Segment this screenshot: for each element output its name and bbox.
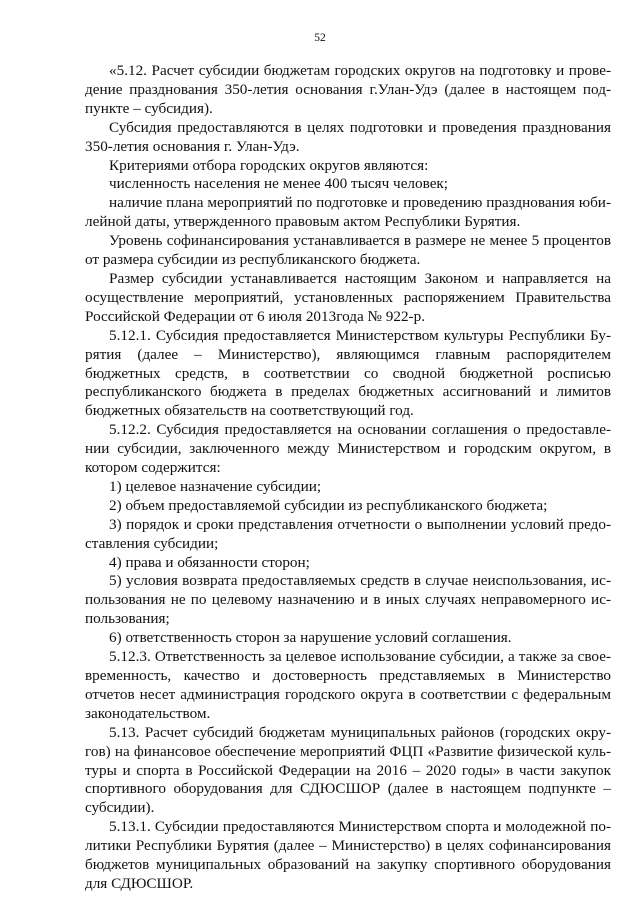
paragraph-5-12-1: 5.12.1. Субсидия предоставляется Министерством культуры Республики Бурятия (далее – Министерство), являющимся главным распорядителем бюджетных средств, в соответствии со сводной бюджетной росписью республиканского бюджета в пределах бюджетных ассигнований и лимитов бюджетных обязательств на соответствующий год.	[85, 326, 611, 420]
list-item-1: 1) целевое назначение субсидии;	[109, 477, 322, 495]
paragraph-5-12-intro: «5.12. Расчет субсидии бюджетам городских округов на подготовку и проведение празднования 350-летия основания г.Улан-Удэ (далее в настоящем подпункте – субсидия).	[85, 62, 611, 117]
paragraph-criterion-plan: наличие плана мероприятий по подготовке и проведению празднования юбилейной даты, утвержденного правовым актом Республики Бурятия.	[85, 194, 611, 231]
paragraph-subsidy-size: Размер субсидии устанавливается настоящим Законом и направляется на осуществление мероприятий, установленных распоряжением Правительства Российской Федерации от 6 июля 2013года № 922-р.	[85, 269, 611, 325]
paragraph-5-13: 5.13. Расчет субсидий бюджетам муниципальных районов (городских округов) на финансовое обеспечение мероприятий ФЦП «Развитие физической культуры и спорта в Российской Федерации на 2016 – 2020 годы» в части закупок спортивного оборудования для СДЮСШОР (далее в настоящем подпункте – субсидии).	[85, 723, 611, 817]
list-item-3: 3) порядок и сроки представления отчетности о выполнении условий предоставления субсидии;	[85, 515, 611, 552]
list-item-5: 5) условия возврата предоставляемых средств в случае неиспользования, использования не по целевому назначению и в иных случаях неправомерного использования;	[85, 572, 611, 628]
paragraph-cofinancing-level: Уровень софинансирования устанавливается в размере не менее 5 процентов от размера субсидии из республиканского бюджета.	[85, 232, 611, 269]
paragraph-selection-criteria: Критериями отбора городских округов являются:	[109, 156, 429, 174]
page-number: 52	[314, 32, 326, 44]
list-item-4: 4) права и обязанности сторон;	[109, 553, 310, 571]
paragraph-5-13-1: 5.13.1. Субсидии предоставляются Министерством спорта и молодежной политики Республики Бурятия (далее – Министерство) в целях софинансирования бюджетов муниципальных образований на закупку спортивного оборудования для СДЮСШОР.	[85, 818, 611, 892]
paragraph-subsidy-purpose: Субсидия предоставляются в целях подготовки и проведения празднования 350-летия основания г. Улан-Удэ.	[85, 118, 611, 155]
paragraph-criterion-population: численность населения не менее 400 тысяч человек;	[109, 175, 449, 193]
list-item-2: 2) объем предоставляемой субсидии из республиканского бюджета;	[109, 496, 548, 514]
paragraph-5-12-3: 5.12.3. Ответственность за целевое использование субсидии, а также за своевременность, качество и достоверность представляемых в Министерство отчетов несет администрация городского округа в соответствии с федеральным законодательством.	[85, 648, 611, 722]
list-item-6: 6) ответственность сторон за нарушение условий соглашения.	[109, 629, 512, 647]
paragraph-5-12-2: 5.12.2. Субсидия предоставляется на основании соглашения о предоставлении субсидии, заключенного между Министерством и городским округом, в котором содержится:	[85, 421, 611, 477]
document-body	[85, 62, 611, 894]
